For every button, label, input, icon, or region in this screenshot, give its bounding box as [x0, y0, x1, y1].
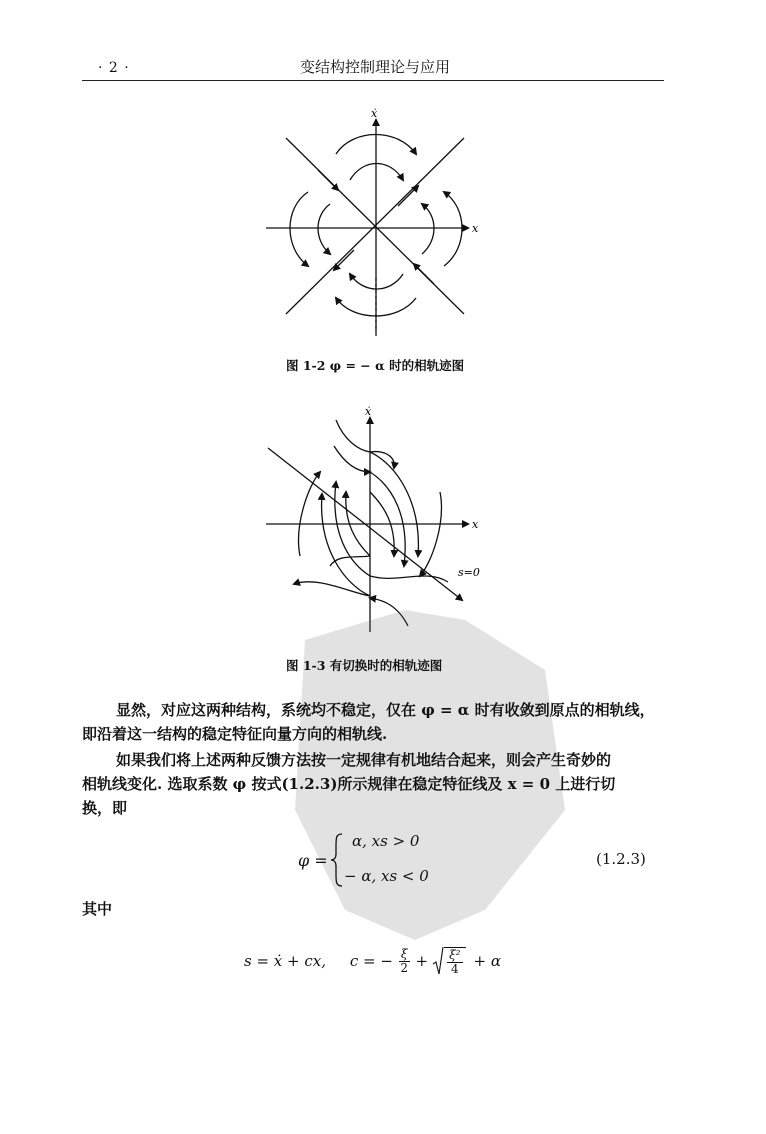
fraction-denominator: 2	[400, 960, 409, 975]
trajectory	[290, 192, 308, 266]
trajectory	[444, 192, 462, 266]
paragraph-1-line-2: 即沿着这一结构的稳定特征向量方向的相轨线.	[82, 725, 388, 743]
qizhong-label: 其中	[82, 900, 113, 918]
equation-number: (1.2.3)	[596, 850, 646, 868]
equation-lhs: φ =	[298, 851, 328, 870]
square-root	[432, 946, 465, 976]
paragraph-2-line-2: 相轨线变化. 选取系数 φ 按式(1.2.3)所示规律在稳定特征线及 x = 0 上进行切	[82, 775, 616, 793]
running-title: 变结构控制理论与应用	[300, 58, 451, 76]
paragraph-1-line-1: 显然，对应这两种结构，系统均不稳定，仅在 φ = α 时有收敛到原点的相轨线，	[116, 701, 655, 719]
header-rule	[82, 80, 664, 81]
paragraph-1	[82, 698, 662, 746]
diagonal-arrow	[398, 186, 418, 206]
figure-1-3	[258, 406, 490, 634]
diagonal-arrow	[334, 250, 354, 270]
x-axis-label: x	[472, 222, 479, 235]
figure-1-2-caption: 图 1-2 φ = − α 时的相轨迹图	[286, 358, 465, 373]
radical-sign	[432, 946, 444, 976]
s-definition	[244, 946, 501, 976]
trajectory	[370, 576, 448, 582]
plus-sign: +	[415, 952, 429, 970]
page-number: · 2 ·	[98, 60, 130, 76]
paragraph-2-line-3: 换，即	[82, 799, 128, 817]
trajectory	[422, 204, 434, 254]
paragraph-2-line-1: 如果我们将上述两种反馈方法按一定规律有机地结合起来，则会产生奇妙的	[116, 751, 612, 769]
trajectory	[420, 492, 441, 576]
y-axis-label: ẋ	[371, 107, 378, 120]
y-axis-label: ẋ	[365, 405, 372, 418]
sqrt-fraction	[444, 947, 465, 976]
figure-1-3-caption: 图 1-3 有切换时的相轨迹图	[286, 658, 443, 673]
diagonal-arrow	[414, 264, 434, 284]
trajectory	[335, 482, 370, 576]
s-definition-tail: + α	[473, 952, 501, 970]
switching-line-label: s=0	[458, 566, 480, 579]
trajectory	[299, 472, 320, 556]
trajectory	[318, 204, 330, 254]
sqrt-denominator: 4	[451, 962, 459, 976]
paragraph-2	[82, 748, 662, 820]
trajectory	[330, 556, 370, 566]
equation-case-2: − α, xs < 0	[344, 867, 429, 885]
s-definition-part-1: s = ẋ + cx, c = −	[244, 952, 393, 970]
fraction	[399, 948, 410, 975]
equation-case-1: α, xs > 0	[352, 832, 420, 850]
fraction-numerator: ξ	[400, 946, 408, 961]
trajectory	[334, 446, 370, 472]
diagonal-arrow	[318, 170, 338, 190]
sqrt-numerator: ξ²	[449, 948, 461, 962]
figure-1-2	[258, 108, 490, 338]
equation-brace	[330, 832, 344, 888]
x-axis-label: x	[472, 518, 479, 531]
